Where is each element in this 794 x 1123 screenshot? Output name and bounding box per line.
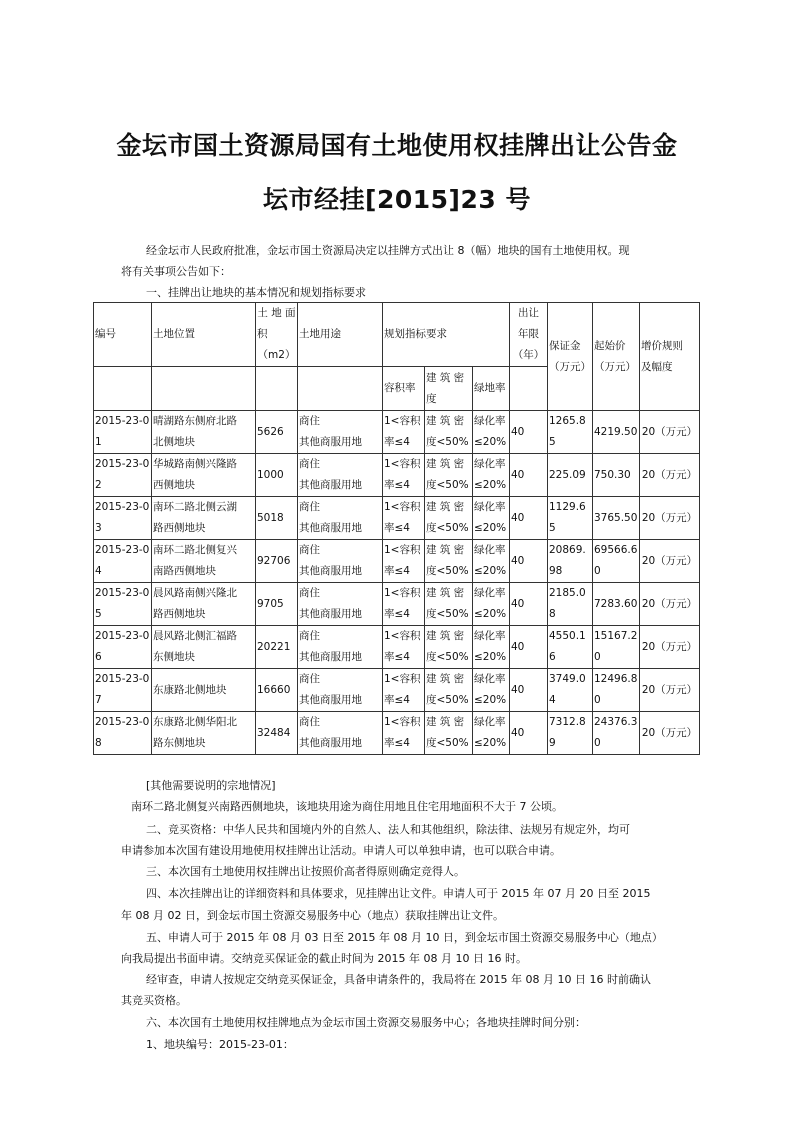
row-deposit xyxy=(548,712,593,755)
row-start-price xyxy=(593,454,640,497)
table-row xyxy=(94,411,700,454)
header-density-line-1: 建 筑 密 xyxy=(426,371,465,384)
row-density xyxy=(425,411,473,454)
row-deposit-line-1: 20869.98 xyxy=(549,544,586,577)
header-term-line-1: 出让 xyxy=(518,307,539,319)
row-term-line-1: 40 xyxy=(511,554,525,567)
row-id xyxy=(94,497,152,540)
row-green-line-1: 绿化率 xyxy=(474,544,506,556)
row-green xyxy=(473,583,510,626)
row-id-line-1: 2015-23-06 xyxy=(95,630,150,663)
row-term-line-1: 40 xyxy=(511,511,525,524)
document-title-line-2: 坛市经挂[2015]23 号 xyxy=(263,185,531,214)
row-id xyxy=(94,626,152,669)
row-increment-rule-line-1: 20（万元） xyxy=(641,511,698,524)
row-area-line-1: 32484 xyxy=(257,726,291,739)
row-far-line-2: 率≤4 xyxy=(384,651,410,663)
row-green-line-2: ≤20% xyxy=(474,479,507,491)
notes-line: 二、竞买资格：中华人民共和国境内外的自然人、法人和其他组织，除法律、法规另有规定外，均可 xyxy=(146,823,630,836)
row-location xyxy=(152,454,256,497)
row-green-line-1: 绿化率 xyxy=(474,501,506,513)
row-green xyxy=(473,454,510,497)
row-far-line-1: 1<容积 xyxy=(384,587,421,599)
row-id-line-1: 2015-23-04 xyxy=(95,544,150,577)
notes-line: 五、申请人可于 2015 年 08 月 03 日至 2015 年 08 月 10 日，到金坛市国土资源交易服务中心（地点） xyxy=(146,931,663,944)
row-location xyxy=(152,626,256,669)
row-increment-rule-line-1: 20（万元） xyxy=(641,726,698,739)
row-id-line-1: 2015-23-05 xyxy=(95,587,150,620)
row-location-line-2: 西侧地块 xyxy=(153,479,195,491)
row-location xyxy=(152,712,256,755)
header-term-line-3: （年） xyxy=(512,349,545,361)
row-far xyxy=(383,712,425,755)
header-density-line-2: 度 xyxy=(426,392,437,405)
row-far xyxy=(383,497,425,540)
header-id: 编号 xyxy=(94,303,152,367)
row-density-line-2: 度<50% xyxy=(426,608,469,620)
row-use-line-1: 商住 xyxy=(299,544,320,556)
row-start-price-line-1: 12496.80 xyxy=(594,673,638,706)
row-use-line-1: 商住 xyxy=(299,415,320,427)
header-density xyxy=(425,367,473,411)
row-start-price xyxy=(593,669,640,712)
row-far-line-2: 率≤4 xyxy=(384,522,410,534)
row-area xyxy=(256,583,298,626)
row-location xyxy=(152,669,256,712)
row-use-line-2: 其他商服用地 xyxy=(299,479,362,491)
header-area-line-2: 积 xyxy=(257,328,268,340)
header-term-line-2: 年限 xyxy=(518,328,539,340)
header-green: 绿地率 xyxy=(473,367,510,411)
row-area xyxy=(256,497,298,540)
row-start-price-line-1: 7283.60 xyxy=(594,597,638,610)
row-term-line-1: 40 xyxy=(511,468,525,481)
row-increment-rule-line-1: 20（万元） xyxy=(641,468,698,481)
row-term xyxy=(510,669,548,712)
header-planning: 规划指标要求 xyxy=(383,303,510,367)
row-increment-rule-line-1: 20（万元） xyxy=(641,425,698,438)
row-start-price xyxy=(593,411,640,454)
row-far-line-2: 率≤4 xyxy=(384,608,410,620)
row-id xyxy=(94,669,152,712)
notes-line: 经审查，申请人按规定交纳竞买保证金，具备申请条件的，我局将在 2015 年 08 月 10 日 16 时前确认 xyxy=(146,973,651,986)
row-use-line-1: 商住 xyxy=(299,458,320,470)
row-deposit xyxy=(548,669,593,712)
row-start-price-line-1: 4219.50 xyxy=(594,425,638,438)
row-id xyxy=(94,454,152,497)
row-location xyxy=(152,497,256,540)
row-far-line-1: 1<容积 xyxy=(384,630,421,642)
table-row xyxy=(94,497,700,540)
header-deposit xyxy=(548,303,593,411)
row-deposit xyxy=(548,540,593,583)
row-start-price xyxy=(593,583,640,626)
row-area xyxy=(256,540,298,583)
row-term xyxy=(510,454,548,497)
row-green xyxy=(473,411,510,454)
row-increment-rule xyxy=(640,626,700,669)
row-increment-rule xyxy=(640,583,700,626)
row-use-line-2: 其他商服用地 xyxy=(299,694,362,706)
row-use-line-2: 其他商服用地 xyxy=(299,522,362,534)
row-location-line-1: 晨风路北侧汇福路 xyxy=(153,630,237,642)
notes-line: 申请参加本次国有建设用地使用权挂牌出让活动。申请人可以单独申请，也可以联合申请。 xyxy=(121,844,561,857)
row-increment-rule xyxy=(640,454,700,497)
intro-paragraph-line-1: 经金坛市人民政府批准，金坛市国土资源局决定以挂牌方式出让 8（幅）地块的国有土地使用权。现 xyxy=(146,244,630,257)
row-id xyxy=(94,712,152,755)
row-density-line-1: 建 筑 密 xyxy=(426,673,465,685)
row-area-line-1: 20221 xyxy=(257,640,291,653)
row-use-line-1: 商住 xyxy=(299,501,320,513)
row-start-price xyxy=(593,626,640,669)
row-density-line-2: 度<50% xyxy=(426,651,469,663)
row-area xyxy=(256,626,298,669)
row-term xyxy=(510,712,548,755)
row-green xyxy=(473,669,510,712)
header-deposit-line-1: 保证金 xyxy=(549,339,581,352)
row-area-line-1: 1000 xyxy=(257,468,284,481)
row-use-line-1: 商住 xyxy=(299,587,320,599)
row-start-price xyxy=(593,540,640,583)
row-location-line-2: 路西侧地块 xyxy=(153,608,206,620)
row-green-line-1: 绿化率 xyxy=(474,673,506,685)
notes-line: 年 08 月 02 日，到金坛市国土资源交易服务中心（地点）获取挂牌出让文件。 xyxy=(121,909,504,922)
row-use xyxy=(298,583,383,626)
row-use xyxy=(298,669,383,712)
row-location-line-1: 南环二路北侧云湖 xyxy=(153,501,237,513)
row-location-line-2: 南路西侧地块 xyxy=(153,565,216,577)
row-far xyxy=(383,411,425,454)
row-far xyxy=(383,454,425,497)
row-location-line-2: 路东侧地块 xyxy=(153,737,206,749)
row-use-line-2: 其他商服用地 xyxy=(299,651,362,663)
row-density xyxy=(425,454,473,497)
row-density xyxy=(425,540,473,583)
row-far xyxy=(383,669,425,712)
row-use-line-2: 其他商服用地 xyxy=(299,436,362,448)
row-start-price xyxy=(593,497,640,540)
row-location-line-1: 东康路北侧地块 xyxy=(153,683,227,696)
header-far: 容积率 xyxy=(383,367,425,411)
row-far-line-1: 1<容积 xyxy=(384,544,421,556)
header-start-price-line-2: （万元） xyxy=(594,360,636,373)
row-density-line-1: 建 筑 密 xyxy=(426,630,465,642)
row-deposit xyxy=(548,411,593,454)
header-increment-rule-line-1: 增价规则 xyxy=(641,339,683,352)
notes-line: 四、本次挂牌出让的详细资料和具体要求，见挂牌出让文件。申请人可于 2015 年 07 月 20 日至 2015 xyxy=(146,887,651,900)
row-increment-rule xyxy=(640,411,700,454)
row-start-price-line-1: 15167.20 xyxy=(594,630,638,663)
table-row xyxy=(94,626,700,669)
row-deposit xyxy=(548,626,593,669)
row-deposit xyxy=(548,454,593,497)
row-far-line-2: 率≤4 xyxy=(384,565,410,577)
header-start-price-line-1: 起始价 xyxy=(594,339,626,352)
table-row xyxy=(94,583,700,626)
row-area xyxy=(256,669,298,712)
row-term-line-1: 40 xyxy=(511,726,525,739)
row-term xyxy=(510,583,548,626)
row-term xyxy=(510,540,548,583)
row-density xyxy=(425,583,473,626)
row-area xyxy=(256,454,298,497)
row-density-line-1: 建 筑 密 xyxy=(426,587,465,599)
row-green-line-2: ≤20% xyxy=(474,436,507,448)
row-use xyxy=(298,497,383,540)
row-increment-rule xyxy=(640,497,700,540)
header-area xyxy=(256,303,298,367)
row-location-line-1: 晴湖路东侧府北路 xyxy=(153,415,237,427)
row-green-line-2: ≤20% xyxy=(474,522,507,534)
row-id xyxy=(94,583,152,626)
row-green xyxy=(473,497,510,540)
row-density-line-2: 度<50% xyxy=(426,694,469,706)
table-row xyxy=(94,454,700,497)
row-area xyxy=(256,411,298,454)
row-use xyxy=(298,626,383,669)
row-density-line-2: 度<50% xyxy=(426,565,469,577)
header-use: 土地用途 xyxy=(298,303,383,367)
row-use-line-2: 其他商服用地 xyxy=(299,737,362,749)
row-density-line-2: 度<50% xyxy=(426,522,469,534)
row-green-line-1: 绿化率 xyxy=(474,587,506,599)
row-location xyxy=(152,411,256,454)
row-deposit-line-1: 4550.16 xyxy=(549,630,586,663)
notes-line: 其竞买资格。 xyxy=(121,994,187,1007)
row-id-line-1: 2015-23-08 xyxy=(95,716,150,749)
row-deposit-line-1: 225.09 xyxy=(549,468,586,481)
table-row xyxy=(94,669,700,712)
row-deposit-line-1: 1265.85 xyxy=(549,415,586,448)
row-area-line-1: 9705 xyxy=(257,597,284,610)
row-term-line-1: 40 xyxy=(511,640,525,653)
row-increment-rule-line-1: 20（万元） xyxy=(641,683,698,696)
row-location-line-1: 华城路南侧兴隆路 xyxy=(153,458,237,470)
row-location-line-1: 东康路北侧华阳北 xyxy=(153,716,237,728)
row-area-line-1: 92706 xyxy=(257,554,291,567)
row-deposit xyxy=(548,497,593,540)
row-id-line-1: 2015-23-01 xyxy=(95,415,150,448)
row-area-line-1: 16660 xyxy=(257,683,291,696)
row-green-line-1: 绿化率 xyxy=(474,716,506,728)
row-increment-rule-line-1: 20（万元） xyxy=(641,554,698,567)
row-far-line-1: 1<容积 xyxy=(384,716,421,728)
row-term xyxy=(510,497,548,540)
row-area-line-1: 5626 xyxy=(257,425,284,438)
row-far-line-2: 率≤4 xyxy=(384,436,410,448)
row-id-line-1: 2015-23-07 xyxy=(95,673,150,706)
row-use xyxy=(298,411,383,454)
row-density xyxy=(425,712,473,755)
row-area-line-1: 5018 xyxy=(257,511,284,524)
row-density-line-1: 建 筑 密 xyxy=(426,415,465,427)
row-location-line-2: 路西侧地块 xyxy=(153,522,206,534)
row-far-line-1: 1<容积 xyxy=(384,415,421,427)
row-increment-rule xyxy=(640,712,700,755)
row-term xyxy=(510,626,548,669)
land-parcel-table xyxy=(93,302,700,755)
row-use-line-1: 商住 xyxy=(299,673,320,685)
row-start-price-line-1: 69566.60 xyxy=(594,544,638,577)
row-use xyxy=(298,540,383,583)
row-density-line-1: 建 筑 密 xyxy=(426,544,465,556)
notes-line: 南环二路北侧复兴南路西侧地块，该地块用途为商住用地且住宅用地面积不大于 7 公顷。 xyxy=(131,800,563,813)
row-density xyxy=(425,497,473,540)
row-increment-rule xyxy=(640,540,700,583)
table-header-row-1 xyxy=(94,303,700,367)
row-green-line-1: 绿化率 xyxy=(474,415,506,427)
row-start-price-line-1: 3765.50 xyxy=(594,511,638,524)
header-area-line-3: （m2） xyxy=(257,349,296,361)
row-term xyxy=(510,411,548,454)
row-green-line-1: 绿化率 xyxy=(474,458,506,470)
notes-line: 三、本次国有土地使用权挂牌出让按照价高者得原则确定竞得人。 xyxy=(146,865,465,878)
row-far-line-2: 率≤4 xyxy=(384,479,410,491)
row-start-price xyxy=(593,712,640,755)
row-id-line-1: 2015-23-02 xyxy=(95,458,150,491)
notes-line: 六、本次国有土地使用权挂牌地点为金坛市国土资源交易服务中心；各地块挂牌时间分别： xyxy=(146,1016,586,1029)
row-density-line-1: 建 筑 密 xyxy=(426,501,465,513)
row-density-line-2: 度<50% xyxy=(426,436,469,448)
header-area-line-1: 土 地 面 xyxy=(257,307,296,319)
row-deposit xyxy=(548,583,593,626)
row-location-line-1: 南环二路北侧复兴 xyxy=(153,544,237,556)
row-increment-rule-line-1: 20（万元） xyxy=(641,597,698,610)
row-use xyxy=(298,454,383,497)
row-id xyxy=(94,411,152,454)
row-density-line-1: 建 筑 密 xyxy=(426,458,465,470)
row-density xyxy=(425,626,473,669)
row-density-line-1: 建 筑 密 xyxy=(426,716,465,728)
row-increment-rule xyxy=(640,669,700,712)
row-far-line-1: 1<容积 xyxy=(384,673,421,685)
row-far xyxy=(383,583,425,626)
row-use-line-1: 商住 xyxy=(299,630,320,642)
header-start-price xyxy=(593,303,640,411)
row-far-line-1: 1<容积 xyxy=(384,458,421,470)
row-location-line-2: 东侧地块 xyxy=(153,651,195,663)
row-density-line-2: 度<50% xyxy=(426,737,469,749)
row-id xyxy=(94,540,152,583)
row-use xyxy=(298,712,383,755)
row-deposit-line-1: 3749.04 xyxy=(549,673,586,706)
table-row xyxy=(94,540,700,583)
notes-line: 向我局提出书面申请。交纳竞买保证金的截止时间为 2015 年 08 月 10 日 16 时。 xyxy=(121,952,527,965)
row-far-line-1: 1<容积 xyxy=(384,501,421,513)
row-green-line-2: ≤20% xyxy=(474,608,507,620)
row-green-line-1: 绿化率 xyxy=(474,630,506,642)
row-green xyxy=(473,712,510,755)
row-green xyxy=(473,626,510,669)
row-far xyxy=(383,540,425,583)
table-row xyxy=(94,712,700,755)
row-id-line-1: 2015-23-03 xyxy=(95,501,150,534)
header-deposit-line-2: （万元） xyxy=(549,360,591,373)
header-increment-rule-line-2: 及幅度 xyxy=(641,360,673,373)
row-area xyxy=(256,712,298,755)
row-use-line-2: 其他商服用地 xyxy=(299,608,362,620)
notes-line: 1、地块编号：2015-23-01： xyxy=(146,1038,294,1051)
row-location xyxy=(152,583,256,626)
row-term-line-1: 40 xyxy=(511,425,525,438)
header-location: 土地位置 xyxy=(152,303,256,367)
row-deposit-line-1: 1129.65 xyxy=(549,501,586,534)
row-use-line-1: 商住 xyxy=(299,716,320,728)
row-green-line-2: ≤20% xyxy=(474,737,507,749)
row-location xyxy=(152,540,256,583)
header-term xyxy=(510,303,548,367)
row-green xyxy=(473,540,510,583)
row-density-line-2: 度<50% xyxy=(426,479,469,491)
row-deposit-line-1: 2185.08 xyxy=(549,587,586,620)
row-far-line-2: 率≤4 xyxy=(384,737,410,749)
intro-paragraph-line-2: 将有关事项公告如下： xyxy=(121,265,231,278)
document-title-line-1: 金坛市国土资源局国有土地使用权挂牌出让公告金 xyxy=(116,131,678,160)
row-increment-rule-line-1: 20（万元） xyxy=(641,640,698,653)
row-term-line-1: 40 xyxy=(511,683,525,696)
notes-line: [其他需要说明的宗地情况] xyxy=(146,779,276,792)
row-green-line-2: ≤20% xyxy=(474,694,507,706)
row-use-line-2: 其他商服用地 xyxy=(299,565,362,577)
row-location-line-1: 晨风路南侧兴隆北 xyxy=(153,587,237,599)
row-deposit-line-1: 7312.89 xyxy=(549,716,586,749)
row-term-line-1: 40 xyxy=(511,597,525,610)
row-far xyxy=(383,626,425,669)
section-heading-1: 一、挂牌出让地块的基本情况和规划指标要求 xyxy=(146,286,366,299)
header-increment-rule xyxy=(640,303,700,411)
row-location-line-2: 北侧地块 xyxy=(153,436,195,448)
row-start-price-line-1: 24376.30 xyxy=(594,716,638,749)
row-density xyxy=(425,669,473,712)
row-green-line-2: ≤20% xyxy=(474,651,507,663)
row-green-line-2: ≤20% xyxy=(474,565,507,577)
row-start-price-line-1: 750.30 xyxy=(594,468,631,481)
row-far-line-2: 率≤4 xyxy=(384,694,410,706)
